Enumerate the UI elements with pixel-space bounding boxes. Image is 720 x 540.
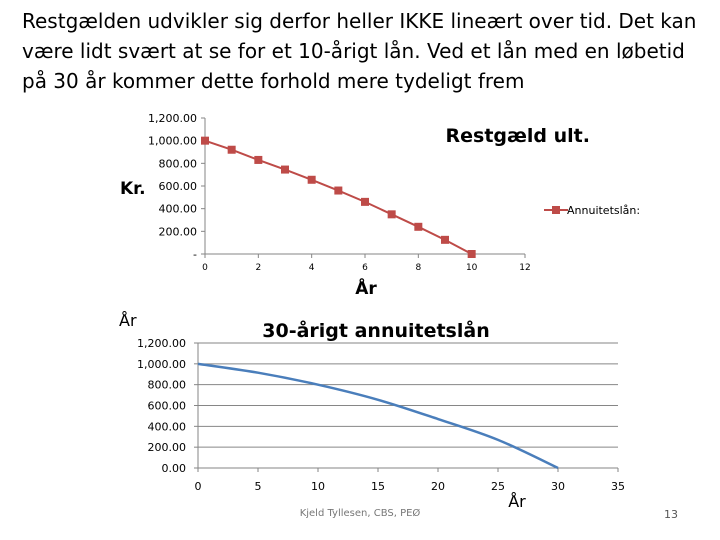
chart1-x-tick-label: 12: [519, 263, 531, 273]
chart1-y-tick-label: 1,200.00: [148, 112, 197, 125]
footer-author: Kjeld Tyllesen, CBS, PEØ: [299, 508, 421, 519]
chart1-x-tick-label: 4: [308, 263, 315, 273]
chart2-x-tick-label: 20: [431, 480, 445, 493]
chart2-title: 30-årigt annuitetslån: [262, 320, 490, 342]
chart2-x-tick-label: 5: [254, 480, 262, 493]
chart1-x-tick-label: 6: [362, 263, 368, 273]
title-line-3: på 30 år kommer dette forhold mere tydeligt frem: [22, 69, 525, 93]
chart1-y-tick-label: -: [193, 248, 197, 261]
title-line-1: Restgælden udvikler sig derfor heller IKKE lineært over tid. Det kan: [22, 9, 697, 33]
chart2-series-line: [198, 364, 558, 468]
chart2-x-axis-label: År: [508, 492, 526, 511]
title-line-2: være lidt svært at se for et 10-årigt lån. Ved et lån med en løbetid: [22, 39, 685, 63]
chart1-y-tick-label: 800.00: [158, 157, 197, 171]
chart2-x-tick-label: 35: [611, 480, 625, 493]
chart2-x-tick-label: 10: [311, 480, 325, 493]
chart2-y-tick-label: 800.00: [147, 378, 186, 392]
chart2-y-tick-label: 200.00: [147, 441, 186, 455]
chart2-y-tick-label: 400.00: [147, 420, 186, 434]
chart1-y-tick-label: 1,000.00: [148, 134, 197, 148]
chart2-x-tick-label: 0: [194, 480, 202, 493]
chart1-y-axis-label: Kr.: [120, 179, 146, 199]
chart1-x-tick-label: 2: [255, 263, 262, 273]
chart2-y-tick-label: 1,000.00: [137, 357, 186, 371]
chart1-y-tick-label: 400.00: [158, 202, 197, 216]
chart2-x-tick-label: 15: [371, 480, 385, 493]
chart2-y-axis-label: År: [119, 311, 137, 330]
chart1-x-tick-label: 0: [202, 263, 208, 273]
chart1-x-tick-label: 10: [465, 263, 478, 273]
chart1-y-tick-label: 600.00: [158, 180, 197, 193]
chart2-y-tick-label: 0.00: [161, 462, 186, 475]
chart1-x-axis-label: År: [355, 279, 377, 299]
chart2-y-tick-label: 600.00: [147, 399, 186, 413]
page-number: 13: [664, 508, 678, 521]
chart2-x-tick-label: 25: [491, 480, 505, 493]
chart2-x-tick-label: 30: [551, 480, 565, 493]
chart1-x-tick-label: 8: [415, 263, 422, 273]
chart2-y-tick-label: 1,200.00: [137, 337, 186, 350]
chart1-y-tick-label: 200.00: [158, 225, 197, 239]
chart1-legend-label: Annuitetslån:: [567, 204, 641, 217]
chart1-title: Restgæld ult.: [445, 125, 590, 147]
